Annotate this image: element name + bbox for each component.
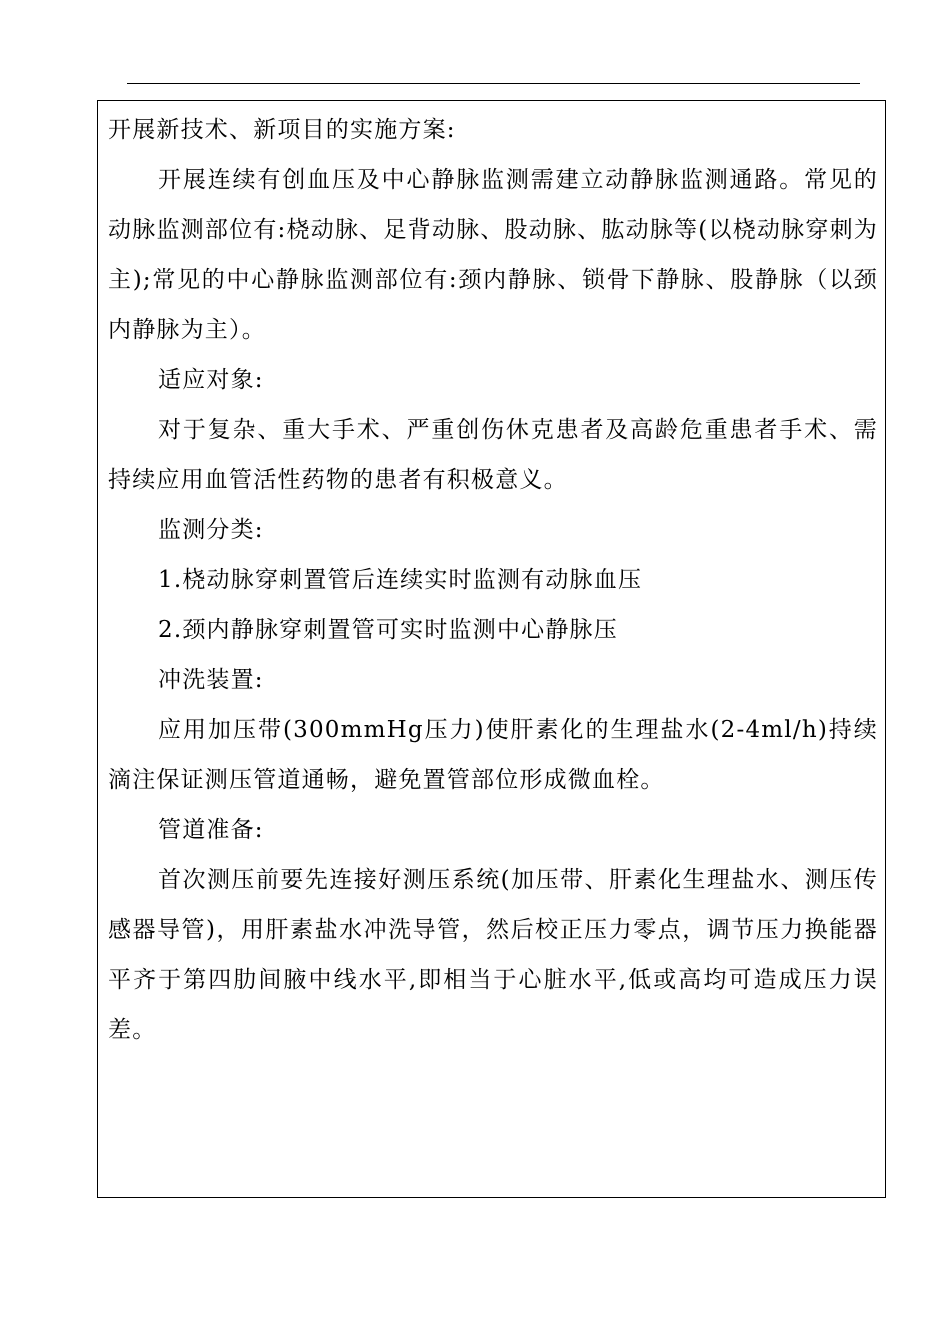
document-body <box>108 105 878 1055</box>
paragraph-indications-heading: 适应对象: <box>158 367 264 393</box>
paragraph-classification-item-1: 1.桡动脉穿刺置管后连续实时监测有动脉血压 <box>158 567 643 593</box>
paragraph-tubing-body: 首次测压前要先连接好测压系统(加压带、肝素化生理盐水、测压传感器导管)，用肝素盐水冲洗导管，然后校正压力零点，调节压力换能器平齐于第四肋间腋中线水平,即相当于心脏水平,低或高均可造成压力误差。 <box>108 867 878 1043</box>
paragraph-flush-body: 应用加压带(300mmHg压力)使肝素化的生理盐水(2-4ml/h)持续滴注保证测压管道通畅，避免置管部位形成微血栓。 <box>108 717 878 793</box>
paragraph-monitoring-intro: 开展连续有创血压及中心静脉监测需建立动静脉监测通路。常见的动脉监测部位有:桡动脉、足背动脉、股动脉、肱动脉等(以桡动脉穿刺为主);常见的中心静脉监测部位有:颈内静脉、锁骨下静脉、股静脉（以颈内静脉为主）。 <box>108 167 878 343</box>
content-box <box>97 100 886 1198</box>
paragraph-tubing-heading: 管道准备: <box>158 817 264 843</box>
paragraph-indications-body: 对于复杂、重大手术、严重创伤休克患者及高龄危重患者手术、需持续应用血管活性药物的患者有积极意义。 <box>108 417 878 493</box>
paragraph-classification-heading: 监测分类: <box>158 517 264 543</box>
paragraph-flush-heading: 冲洗装置: <box>158 667 264 693</box>
paragraph-classification-item-2: 2.颈内静脉穿刺置管可实时监测中心静脉压 <box>158 617 618 643</box>
header-rule <box>127 83 860 84</box>
paragraph-plan-heading: 开展新技术、新项目的实施方案: <box>108 117 456 143</box>
